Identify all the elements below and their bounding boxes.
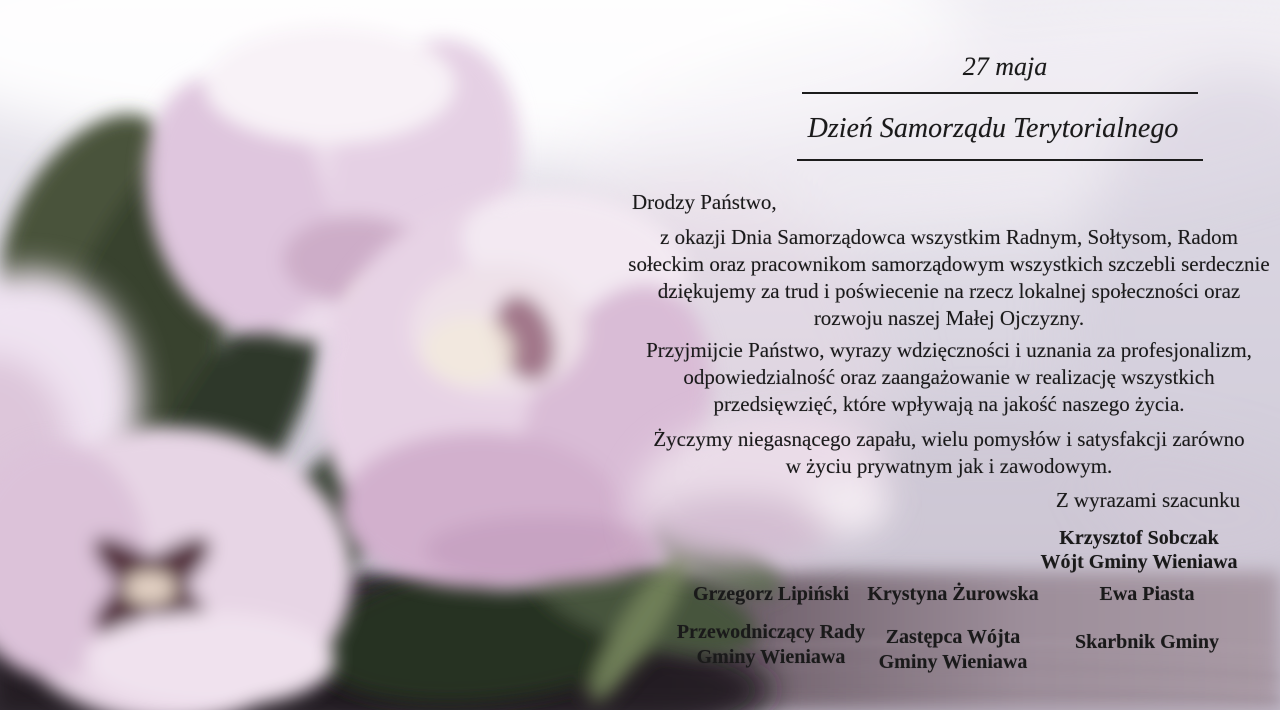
paragraph-line: sołeckim oraz pracownikom samorządowym wszystkich szczebli serdecznie [628,252,1270,276]
signature-name: Krystyna Żurowska [867,583,1039,605]
paragraph-line: odpowiedzialność oraz zaangażowanie w realizację wszystkich [683,365,1215,389]
signature-title-line: Gminy Wieniawa [878,651,1028,673]
signature-primary [1019,526,1259,574]
paragraph-line: w życiu prywatnym jak i zawodowym. [785,454,1113,478]
signature-treasurer [1027,583,1267,655]
signature-title-line: Przewodniczący Rady [676,621,866,643]
date-heading: 27 maja [962,52,1048,81]
paragraph-line: przedsięwzięć, które wpływają na jakość naszego życia. [713,392,1185,416]
paragraph-line: rozwoju naszej Małej Ojczyzny. [813,306,1085,330]
paragraph-line: Życzymy niegasnącego zapału, wielu pomysłów i satysfakcji zarówno [653,427,1245,451]
signature-title-line: Zastępca Wójta [885,626,1021,648]
signature-title-line: Skarbnik Gminy [1075,631,1219,653]
signature-title: Wójt Gminy Wieniawa [1040,551,1238,573]
divider-line-bottom [797,159,1203,161]
divider-line-top [802,92,1198,94]
signature-name: Ewa Piasta [1099,583,1195,605]
signature-name: Krzysztof Sobczak [1059,527,1219,549]
occasion-title: Dzień Samorządu Terytorialnego [807,113,1179,144]
paragraph-appreciation [618,337,1280,418]
paragraph-thanks [618,224,1280,332]
paragraph-line: Przyjmijcie Państwo, wyrazy wdzięczności i uznania za profesjonalizm, [646,338,1252,362]
paragraph-line: dziękujemy za trud i poświecenie na rzecz lokalnej społeczności oraz [657,279,1241,303]
signature-title-line: Gminy Wieniawa [696,646,846,668]
signature-name: Grzegorz Lipiński [692,583,850,605]
salutation: Drodzy Państwo, [632,190,777,214]
closing-phrase: Z wyrazami szacunku [1055,488,1241,512]
paragraph-wishes [618,426,1280,480]
signature-title [1027,630,1267,655]
paragraph-line: z okazji Dnia Samorządowca wszystkim Radnym, Sołtysom, Radom [660,225,1238,249]
